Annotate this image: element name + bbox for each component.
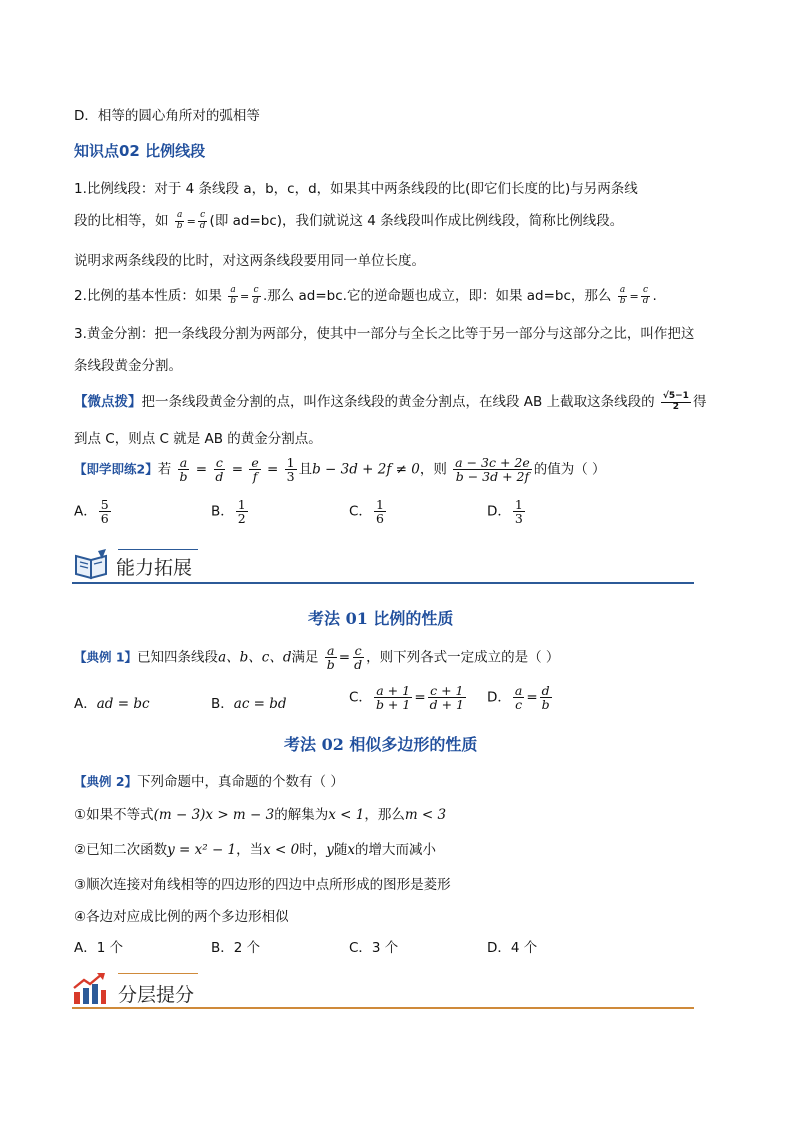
kp02-para2: 说明求两条线段的比时，对这两条线段要用同一单位长度。: [74, 253, 425, 269]
section-ability-title: 能力拓展: [116, 557, 193, 579]
example-1-option-a: A．ad = bc: [74, 696, 150, 712]
example-1-option-d: D． $\frac{a}{c}$ = $\frac{d}{b}$: [487, 683, 550, 713]
example-2-option-d: D．4 个: [487, 940, 538, 956]
method01-title: 考法 01 比例的性质: [308, 609, 454, 628]
fraction-a-b-2: $\frac{a}{b}$: [230, 285, 236, 306]
section-layer-rule: [72, 1007, 694, 1009]
growth-chart-icon: [72, 972, 108, 1006]
example-2-item-1: ①如果不等式(m − 3)x > m − 3的解集为x < 1，那么m < 3: [74, 807, 447, 823]
practice-2-option-a: A． $\frac{5}{6}$: [74, 497, 109, 527]
example-2-item-2: ②已知二次函数y = x² − 1，当x < 0时，y随x的增大而减小: [74, 842, 437, 858]
fraction-a-b-3: $\frac{a}{b}$: [619, 285, 626, 306]
section-ability-top-rule: [118, 549, 198, 550]
golden-ratio-fraction: $\frac{√5-1}{2}$: [662, 391, 689, 412]
fraction-one-third: $\frac{1}{3}$: [286, 455, 295, 485]
section-layer-top-rule: [118, 973, 198, 974]
kp02-para4a: 3.黄金分割：把一条线段分割为两部分，使其中一部分与全长之比等于另一部分与这部分之比，叫作把这: [74, 326, 695, 342]
practice-2-option-b: B． $\frac{1}{2}$: [211, 497, 246, 527]
example-2-option-b: B．2 个: [211, 940, 261, 956]
example-2-option-a: A．1 个: [74, 940, 124, 956]
fraction-c-d-2: $\frac{c}{d}$: [253, 285, 259, 306]
method02-title: 考法 02 相似多边形的性质: [284, 735, 478, 754]
kp02-para3: 2.比例的基本性质：如果 $\frac{a}{b}$ = $\frac{c}{d}$ .那么 ad=bc.它的逆命题也成立，即：如果 ad=bc，那么 $\frac{a}{b}$ = $\frac{c}{d}$ .: [74, 285, 657, 306]
fraction-a-b: $\frac{a}{b}$: [176, 210, 183, 231]
kp02-heading: 知识点02 比例线段: [74, 142, 206, 160]
practice-2-option-c: C． $\frac{1}{6}$: [349, 497, 384, 527]
example-2-item-3: ③顺次连接对角线相等的四边形的四边中点所形成的图形是菱形: [74, 877, 451, 893]
fraction-c-d: $\frac{c}{d}$: [199, 210, 206, 231]
fraction-c-d-3: $\frac{c}{d}$: [642, 285, 649, 306]
kp02-para1a: 1.比例线段：对于 4 条线段 a，b，c，d，如果其中两条线段的比(即它们长度的比)与另两条线: [74, 181, 638, 197]
example-2: 【典例 2】下列命题中，真命题的个数有（ ）: [74, 774, 344, 790]
kp02-para1b: 段的比相等，如 $\frac{a}{b}$ = $\frac{c}{d}$ (即 ad=bc)，我们就说这 4 条线段叫作成比例线段，简称比例线段。: [74, 210, 624, 231]
example-2-option-c: C．3 个: [349, 940, 399, 956]
kp02-tip: 【微点拨】把一条线段黄金分割的点，叫作这条线段的黄金分割点，在线段 AB 上截取这条线段的 $\frac{√5-1}{2}$ 得: [74, 391, 707, 412]
practice-2-option-d: D． $\frac{1}{3}$: [487, 497, 523, 527]
section-ability-rule: [72, 582, 694, 584]
prev-option-d: D．相等的圆心角所对的弧相等: [74, 108, 260, 124]
example-1: 【典例 1】已知四条线段a、b、c、d满足 $\frac{a}{b}$ = $\frac{c}{d}$ ，则下列各式一定成立的是（ ）: [74, 643, 560, 673]
example-1-option-b: B．ac = bd: [211, 696, 287, 712]
section-layer-title: 分层提分: [118, 984, 195, 1006]
practice-2: 【即学即练2】若 $\frac{a}{b}$ = $\frac{c}{d}$ = $\frac{e}{f}$ = $\frac{1}{3}$ 且b − 3d + 2f ≠ 0，则 $\frac{a - 3c + 2e}{b - 3d + 2f}$ 的值为（ ）: [74, 455, 606, 485]
fraction-expression: $\frac{a - 3c + 2e}{b - 3d + 2f}$: [455, 455, 530, 485]
kp02-para4b: 条线段黄金分割。: [74, 358, 182, 374]
example-2-item-4: ④各边对应成比例的两个多边形相似: [74, 909, 289, 925]
kp02-tip-b: 到点 C，则点 C 就是 AB 的黄金分割点。: [74, 431, 322, 447]
book-icon: [72, 548, 112, 582]
example-1-option-c: C． $\frac{a + 1}{b + 1}$ = $\frac{c + 1}{d + 1}$: [349, 683, 464, 713]
